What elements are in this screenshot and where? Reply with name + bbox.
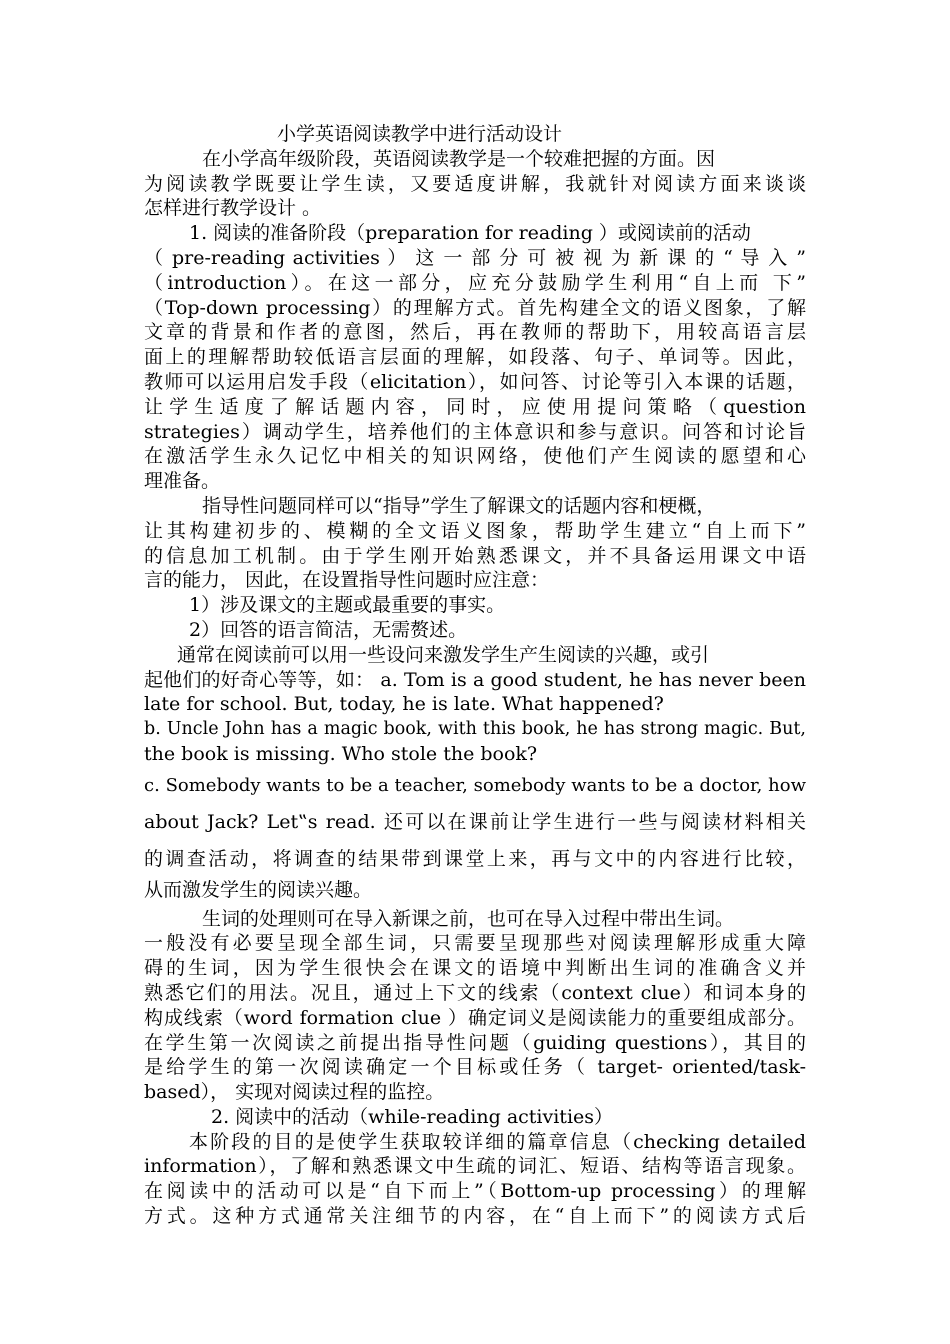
paragraph-line: the book is missing. Who stole the book?: [144, 742, 538, 765]
paragraph-line: 的信息加工机制。由于学生刚开始熟悉课文，并不具备运用课文中语: [144, 544, 806, 567]
list-item: 1）涉及课文的主题或最重要的事实。: [189, 594, 506, 617]
paragraph-line: （ pre-reading activities ） 这 一 部 分 可 被 视 为 新 课 的 “ 导 入 ”: [144, 246, 806, 269]
document-body: [144, 122, 806, 1229]
paragraph-line: 碍的生词，因为学生很快会在课文的语境中判断出生词的准确含义并: [144, 957, 806, 980]
paragraph-line: 本阶段的目的是使学生获取较详细的篇章信息（checking detailed: [189, 1130, 806, 1153]
paragraph-line: 熟悉它们的用法。况且，通过上下文的线索（context clue）和词本身的: [144, 981, 806, 1004]
paragraph-line: 教师可以运用启发手段（elicitation），如问答、讨论等引入本课的话题，: [144, 370, 806, 393]
paragraph-line: b. Uncle John has a magic book, with this book, he has strong magic. But,: [144, 719, 806, 740]
paragraph-line: 文章的背景和作者的意图，然后，再在教师的帮助下，用较高语言层: [144, 321, 806, 344]
paragraph-line: 在学生第一次阅读之前提出指导性问题（guiding questions），其目的: [144, 1031, 806, 1054]
paragraph-line: 让 学 生 适 度 了 解 话 题 内 容 ， 同 时 ， 应 使 用 提 问 策 略 （ question: [144, 395, 806, 418]
paragraph-line: （Top-down processing）的理解方式。首先构建全文的语义图象，了解: [144, 296, 806, 319]
document-title: 小学英语阅读教学中进行活动设计: [277, 123, 563, 145]
paragraph-line: 构成线索（word formation clue ）确定词义是阅读能力的重要组成部分。: [144, 1006, 806, 1029]
paragraph-line: 在激活学生永久记忆中相关的知识网络，使他们产生阅读的愿望和心: [144, 445, 806, 468]
paragraph-line: 为阅读教学既要让学生读，又要适度讲解，我就针对阅读方面来谈谈: [144, 172, 806, 195]
paragraph-line: 从而激发学生的阅读兴趣。: [144, 878, 373, 901]
paragraph-line: 在阅读中的活动可以是“自下而上”（Bottom-up processing）的理解: [144, 1180, 806, 1203]
paragraph-line: late for school. But, today, he is late. What happened?: [144, 693, 664, 716]
paragraph-line: 生词的处理则可在导入新课之前，也可在导入过程中带出生词。: [202, 907, 735, 930]
paragraph-line: 理准备。: [144, 470, 221, 493]
paragraph-line: 怎样进行教学设计 。: [144, 197, 322, 220]
section-heading-line: 1. 阅读的准备阶段（preparation for reading ）或阅读前的活动: [189, 222, 751, 245]
paragraph-line: 是给学生的第一次阅读确定一个目标或任务（ target- oriented/task-: [144, 1056, 806, 1079]
paragraph-line: information），了解和熟悉课文中生疏的词汇、短语、结构等语言现象。: [144, 1155, 806, 1178]
paragraph-line: 起他们的好奇心等等，如： a. Tom is a good student, he has never been: [144, 668, 806, 691]
section-heading-line: 2. 阅读中的活动（while-reading activities）: [211, 1105, 614, 1128]
paragraph-line: 言的能力， 因此，在设置指导性问题时应注意：: [144, 569, 550, 592]
paragraph-line: 让其构建初步的、模糊的全文语义图象，帮助学生建立“自上而下”: [144, 519, 806, 542]
paragraph-line: based）， 实现对阅读过程的监控。: [144, 1081, 445, 1104]
paragraph-line: strategies）调动学生，培养他们的主体意识和参与意识。问答和讨论旨: [144, 420, 806, 443]
paragraph-line: 通常在阅读前可以用一些设问来激发学生产生阅读的兴趣，或引: [177, 643, 710, 666]
paragraph-line: 的调查活动，将调查的结果带到课堂上来，再与文中的内容进行比较，: [144, 847, 806, 870]
list-item: 2）回答的语言简洁，无需赘述。: [189, 618, 468, 641]
paragraph-line: 一般没有必要呈现全部生词，只需要呈现那些对阅读理解形成重大障: [144, 932, 806, 955]
paragraph-line: c. Somebody wants to be a teacher, somebody wants to be a doctor, how: [144, 774, 806, 796]
paragraph-line: 方式。这种方式通常关注细节的内容，在“自上而下”的阅读方式后: [144, 1205, 806, 1228]
paragraph-line: 面上的理解帮助较低语言层面的理解，如段落、句子、单词等。因此，: [144, 346, 806, 369]
paragraph-line: about Jack? Let‟s read. 还可以在课前让学生进行一些与阅读材料相关: [144, 810, 806, 833]
paragraph-line: 指导性问题同样可以“指导”学生了解课文的话题内容和梗概，: [202, 494, 716, 517]
paragraph-line: （introduction）。在这一部分，应充分鼓励学生利用“自上而 下”: [144, 271, 806, 294]
paragraph-line: 在小学高年级阶段，英语阅读教学是一个较难把握的方面。因: [202, 147, 716, 170]
